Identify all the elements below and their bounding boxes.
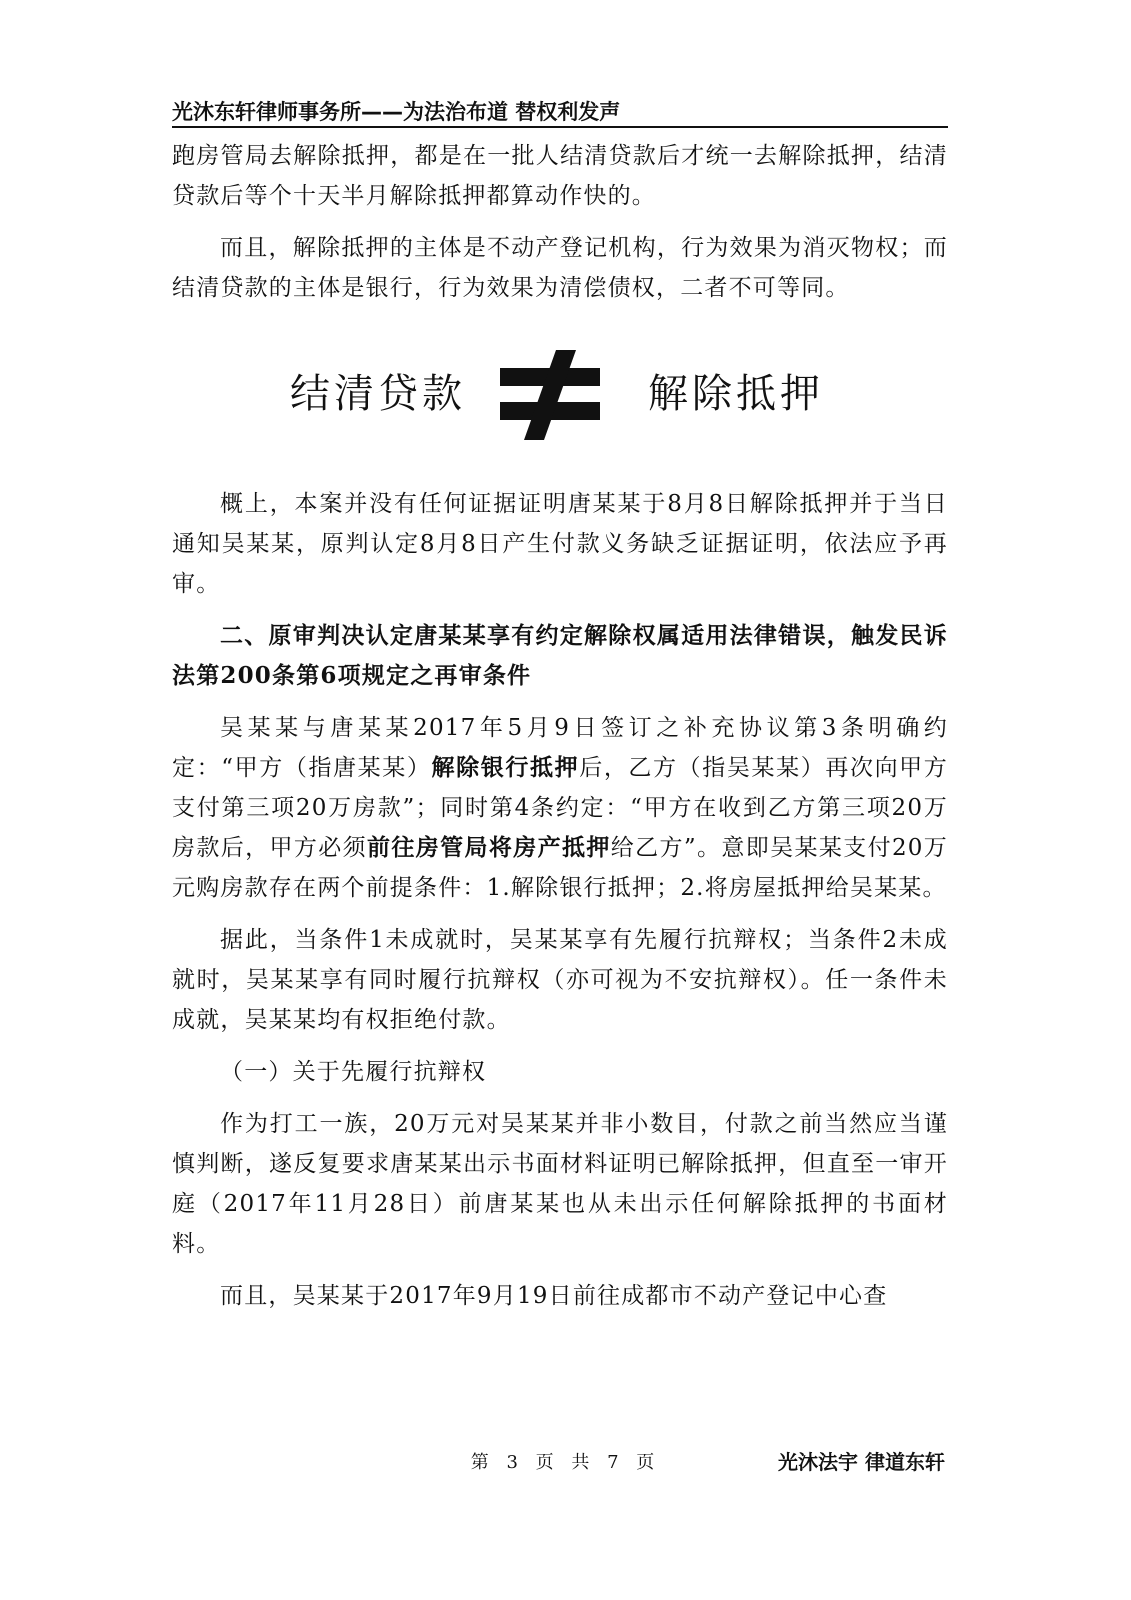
banner-right-text: 解除抵押 xyxy=(648,371,824,417)
not-equal-symbol xyxy=(172,326,174,366)
comparison-banner xyxy=(172,326,948,476)
paragraph: 而且，解除抵押的主体是不动产登记机构，行为效果为消灭物权；而结清贷款的主体是银行，行为效果为清偿债权，二者不可等同。 xyxy=(172,235,948,301)
text-run: 后，乙方（指吴某某）再次向甲方支付第三项20万房款”；同时第4条约定：“甲方在收到乙方第三项20万房款后，甲方必须 xyxy=(172,755,948,861)
paragraph: 而且，吴某某于2017年9月19日前往成都市不动产登记中心查 xyxy=(220,1283,888,1309)
footer-brand: 光沐法宇 律道东轩 xyxy=(778,1450,945,1474)
paragraph xyxy=(172,708,948,908)
emphasis-text: 解除银行抵押 xyxy=(431,754,580,781)
subsection-heading: （一）关于先履行抗辩权 xyxy=(220,1059,487,1085)
banner-left-text: 结清贷款 xyxy=(290,371,466,417)
page-number: 第 3 页 共 7 页 xyxy=(470,1452,661,1473)
page-header-title: 光沐东轩律师事务所——为法治布道 替权利发声 xyxy=(172,100,621,124)
header-divider xyxy=(172,126,948,128)
section-heading: 二、原审判决认定唐某某享有约定解除权属适用法律错误，触发民诉法第200条第6项规定之再审条件 xyxy=(172,622,948,689)
paragraph: 据此，当条件1未成就时，吴某某享有先履行抗辩权；当条件2未成就时，吴某某享有同时履行抗辩权（亦可视为不安抗辩权）。任一条件未成就，吴某某均有权拒绝付款。 xyxy=(172,927,948,1033)
paragraph: 概上，本案并没有任何证据证明唐某某于8月8日解除抵押并于当日通知吴某某，原判认定8月8日产生付款义务缺乏证据证明，依法应予再审。 xyxy=(172,491,948,597)
text-run: 吴某某与唐某某2017年5月9日签订之补充协议第3条明确约定：“甲方（指唐某某） xyxy=(172,715,948,781)
not-equal-icon xyxy=(500,350,600,440)
emphasis-text: 前往房管局将房产抵押 xyxy=(366,834,611,861)
document-body xyxy=(172,136,948,1316)
paragraph: 跑房管局去解除抵押，都是在一批人结清贷款后才统一去解除抵押，结清贷款后等个十天半月解除抵押都算动作快的。 xyxy=(172,143,948,209)
text-run: 给乙方”。意即吴某某支付20万元购房款存在两个前提条件：1.解除银行抵押；2.将房屋抵押给吴某某。 xyxy=(172,835,948,901)
paragraph: 作为打工一族，20万元对吴某某并非小数目，付款之前当然应当谨慎判断，遂反复要求唐某某出示书面材料证明已解除抵押，但直至一审开庭（2017年11月28日）前唐某某也从未出示任何解除抵押的书面材料。 xyxy=(172,1111,948,1257)
